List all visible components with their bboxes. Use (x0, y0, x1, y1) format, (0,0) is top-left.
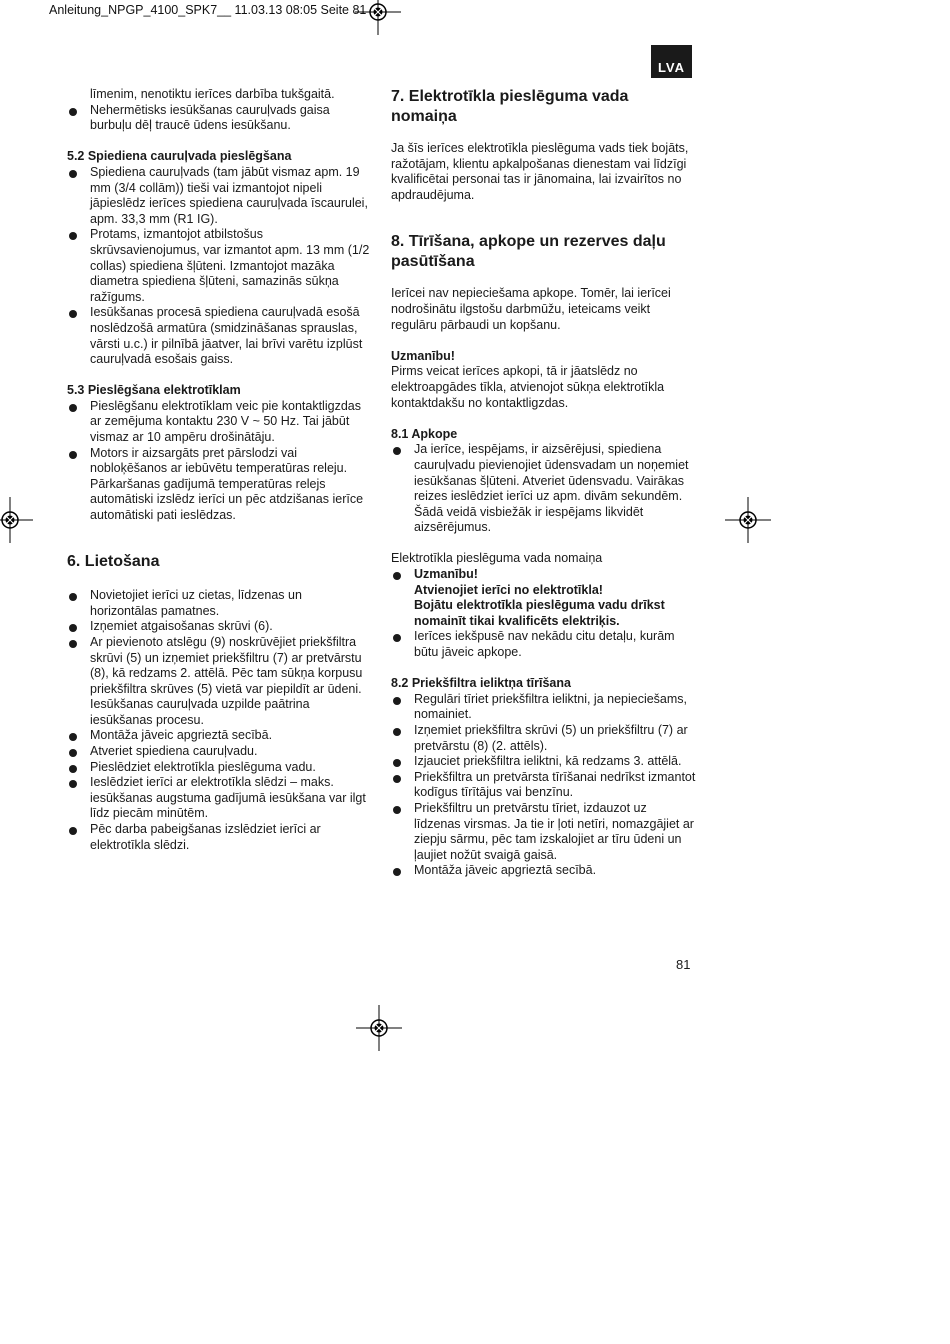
right-column (391, 87, 696, 879)
list-item: Ieslēdziet ierīci ar elektrotīkla slēdzi – maks. iesūkšanas augstuma gadījumā iesūkšana var ilgt līdz piecām minūtēm. (67, 775, 372, 822)
section-heading-6: 6. Lietošana (67, 552, 160, 570)
print-header: Anleitung_NPGP_4100_SPK7__ 11.03.13 08:05 Seite 81 (49, 3, 367, 17)
language-badge: LVA (651, 45, 692, 78)
page-number: 81 (676, 957, 691, 972)
registration-mark-icon (725, 497, 771, 543)
list-item: Pieslēgšanu elektrotīklam veic pie kontaktligzdas ar zemējuma kontaktu 230 V ~ 50 Hz. Tai jābūt vismaz ar 10 ampēru drošinātāju. (67, 399, 372, 446)
warning-title: Uzmanību! (391, 348, 455, 363)
list-item: Montāža jāveic apgrieztā secībā. (391, 863, 696, 879)
list-item: Montāža jāveic apgrieztā secībā. (67, 728, 372, 744)
list-item: Protams, izmantojot atbilstošus skrūvsavienojumus, var izmantot apm. 13 mm (1/2 collas) spiediena šļūteni. Izmantojot mazāka diametra spiediena šļūteni, samazinās sūkņa ražīgums. (67, 227, 372, 305)
warning-body: Pirms veicat ierīces apkopi, tā ir jāatslēdz no elektroapgādes tīkla, atvienojot sūkņa elektrotīkla kontaktdakšu no kontaktligzdas. (391, 364, 665, 410)
registration-mark-icon (355, 0, 401, 35)
section-5-2-list (67, 165, 372, 368)
list-item (391, 567, 696, 629)
section-8-1-list (391, 442, 696, 536)
list-item: Iesūkšanas procesā spiediena cauruļvadā esošā noslēdzošā armatūra (smidzināšanas sprauslas, vārsti u.c.) ir pilnībā jāatver, lai brīvi varētu izplūst cauruļvadā esošais gaiss. (67, 305, 372, 367)
list-item: Pieslēdziet elektrotīkla pieslēguma vadu. (67, 760, 372, 776)
list-item: Izņemiet atgaisošanas skrūvi (6). (67, 619, 372, 635)
cable-warning-1: Uzmanību! (414, 567, 478, 582)
intro-list (67, 87, 372, 134)
cable-warning-3: Bojātu elektrotīkla pieslēguma vadu drīkst nomainīt tikai kvalificēts elektriķis. (414, 598, 665, 628)
section-heading-8: 8. Tīrīšana, apkope un rezerves daļu pasūtīšana (391, 233, 666, 270)
section-heading-8-1: 8.1 Apkope (391, 426, 458, 441)
list-item: Nehermētisks iesūkšanas cauruļvads gaisa burbuļu dēļ traucē ūdens iesūkšanu. (67, 103, 372, 134)
list-item: Ierīces iekšpusē nav nekādu citu detaļu, kurām būtu jāveic apkope. (391, 629, 696, 660)
list-item: Izjauciet priekšfiltra ieliktni, kā redzams 3. attēlā. (391, 754, 696, 770)
cable-warning-2: Atvienojiet ierīci no elektrotīkla! (414, 582, 603, 597)
list-item: Novietojiet ierīci uz cietas, līdzenas un horizontālas pamatnes. (67, 588, 372, 619)
section-heading-5-3: 5.3 Pieslēgšana elektrotīklam (67, 383, 241, 398)
list-item: Priekšfiltru un pretvārstu tīriet, izdauzot uz līdzenas virsmas. Ja tie ir ļoti netīri, nomazgājiet ar ziepju sārmu, pēc tam izskalojiet ar tīru ūdeni un ļaujiet nožūt svaigā gaisā. (391, 801, 696, 863)
cable-replacement-title: Elektrotīkla pieslēguma vada nomaiņa (391, 551, 603, 566)
registration-mark-icon (356, 1005, 402, 1051)
section-heading-8-2: 8.2 Priekšfiltra ieliktņa tīrīšana (391, 676, 571, 691)
section-8-2-list (391, 692, 696, 879)
list-item: Izņemiet priekšfiltra skrūvi (5) un priekšfiltru (7) ar pretvārstu (8) (2. attēls). (391, 723, 696, 754)
list-item: līmenim, nenotiktu ierīces darbība tukšgaitā. (90, 87, 335, 101)
registration-mark-icon (0, 497, 33, 543)
section-heading-7: 7. Elektrotīkla pieslēguma vada nomaiņa (391, 88, 629, 125)
list-item: Spiediena cauruļvads (tam jābūt vismaz apm. 19 mm (3/4 collām)) tieši vai izmantojot nipeli jāpieslēdz ierīces spiediena cauruļvada īscaurulei, apm. 33,3 mm (R1 IG). (67, 165, 372, 227)
list-item: Pēc darba pabeigšanas izslēdziet ierīci ar elektrotīkla slēdzi. (67, 822, 372, 853)
list-item: Atveriet spiediena cauruļvadu. (67, 744, 372, 760)
list-item: Regulāri tīriet priekšfiltra ieliktni, ja nepieciešams, nomainiet. (391, 692, 696, 723)
cable-replacement-list (391, 567, 696, 661)
section-7-body: Ja šīs ierīces elektrotīkla pieslēguma vads tiek bojāts, ražotājam, klientu apkalpošanas dienestam vai līdzīgi kvalificētai personai tas ir jānomaina, lai izvairītos no apdraudējuma. (391, 141, 689, 202)
list-item: Motors ir aizsargāts pret pārslodzi vai nobloķēšanos ar iebūvētu temperatūras releju. Pārkaršanas gadījumā temperatūras relejs automātiski izslēdz ierīci un pēc atdzišanas ierīce automātiski pati ieslēdzas. (67, 446, 372, 524)
list-item: Ar pievienoto atslēgu (9) noskrūvējiet priekšfiltra skrūvi (5) un izņemiet priekšfiltru (7) ar pretvārstu (8), kā redzams 2. attēlā. Pēc tam sūkņa korpusu priekšfiltra skrūves (5) vietā var piepildīt ar ūdeni. Iesūkšanas cauruļvada uzpilde paātrina iesūkšanas procesu. (67, 635, 372, 729)
list-item: Ja ierīce, iespējams, ir aizsērējusi, spiediena cauruļvadu pievienojiet ūdensvadam un noņemiet iesūkšanas šļūteni. Atveriet ūdensvadu. Vairākas reizes ieslēdziet ierīci uz apm. divām sekundēm. Šādā veidā visbiežāk ir iespējams likvidēt aizsērējumus. (391, 442, 696, 536)
section-6-list (67, 588, 372, 853)
section-5-3-list (67, 399, 372, 524)
left-column (67, 87, 372, 853)
list-item: Priekšfiltra un pretvārsta tīrīšanai nedrīkst izmantot kodīgus tīrītājus vai benzīnu. (391, 770, 696, 801)
section-8-body: Ierīcei nav nepieciešama apkope. Tomēr, lai ierīcei nodrošinātu ilgstošu darbmūžu, ieteicams veikt regulāru pārbaudi un kopšanu. (391, 286, 671, 332)
section-heading-5-2: 5.2 Spiediena cauruļvada pieslēgšana (67, 149, 292, 164)
